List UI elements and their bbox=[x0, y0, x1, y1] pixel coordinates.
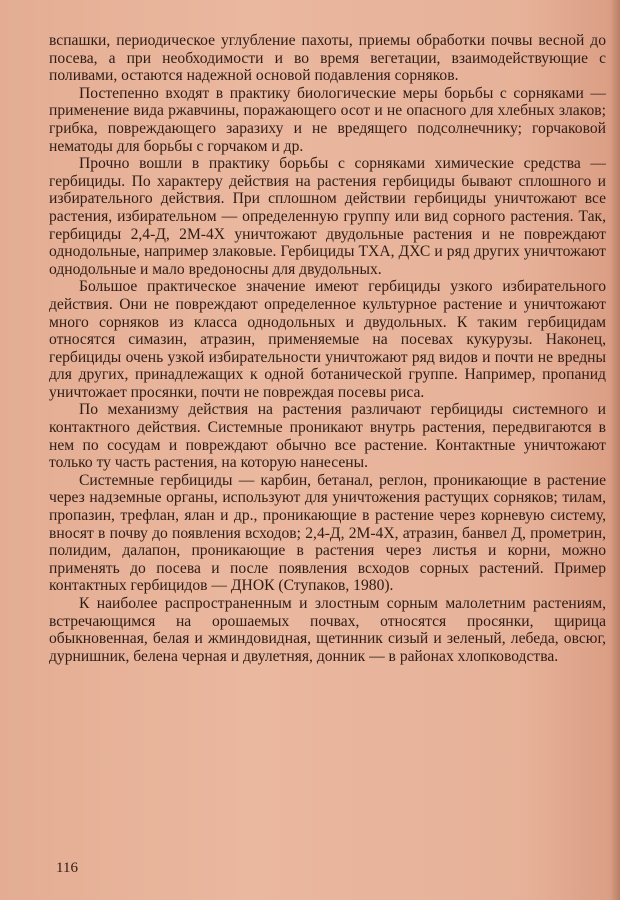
paragraph-continuation: вспашки, периодическое углубление пахоты, приемы обработки почвы весной до посева, а при необходимости и во время вегетации, взаимодействующие с поливами, остаются надежной основой подавления сорняков. bbox=[49, 32, 606, 85]
page-edge-shadow bbox=[610, 0, 620, 900]
paragraph-mechanism: По механизму действия на растения различают гербициды системного и контактного действия. Системные проникают внутрь растения, передвигаются в нем по сосудам и повреждают обычно все растение. Контактные уничтожают только ту часть растения, на которую нанесены. bbox=[49, 401, 606, 472]
paragraph-biological-control: Постепенно входят в практику биологические меры борьбы с сорняками — применение вида ржавчины, поражающего осот и не опасного для хлебных злаков; грибка, повреждающего заразиху и не вредящего подсолнечнику; горчаковой нематоды для борьбы с горчаком и др. bbox=[49, 84, 606, 155]
paragraph-herbicides-intro: Прочно вошли в практику борьбы с сорняками химические средства — гербициды. По характеру действия на растения гербициды бывают сплошного и избирательного действия. При сплошном действии гербициды уничтожают все растения, избирательном — определенную группу или вид сорного растения. Так, гербициды 2,4-Д, 2М-4Х уничтожают двудольные растения и не повреждают однодольные, например злаковые. Гербициды ТХА, ДХС и ряд других уничтожают однодольные и мало вредоносны для двудольных. bbox=[49, 155, 606, 278]
paragraph-systemic-herbicides: Системные гербициды — карбин, бетанал, реглон, проникающие в растение через надземные органы, используют для уничтожения растущих сорняков; тилам, пропазин, трефлан, ялан и др., проникающие в растение через корневую систему, вносят в почву до появления всходов; 2,4-Д, 2М-4Х, атразин, банвел Д, прометрин, полидим, далапон, проникающие в растения через листья и корни, можно применять до посева и после появления всходов сорных растений. Пример контактных гербицидов — ДНОК (Ступаков, 1980). bbox=[49, 471, 606, 595]
paragraph-common-weeds: К наиболее распространенным и злостным сорным малолетним растениям, встречающимся на орошаемых почвах, относятся просянки, щирица обыкновенная, белая и жминдовидная, щетинник сизый и зеленый, лебеда, овсюг, дурнишник, белена черная и двулетняя, донник — в районах хлопководства. bbox=[49, 595, 606, 665]
body-text bbox=[49, 32, 606, 665]
paragraph-narrow-selectivity: Большое практическое значение имеют гербициды узкого избирательного действия. Они не повреждают определенное культурное растение и уничтожают много сорняков из класса однодольных и двудольных. К таким гербицидам относятся симазин, атразин, применяемые на посевах кукурузы. Наконец, гербициды очень узкой избирательности уничтожают ряд видов и почти не вредны для других, принадлежащих к одной ботанической группе. Например, пропанид уничтожает просянки, почти не повреждая посевы риса. bbox=[49, 278, 606, 401]
page-number: 116 bbox=[56, 860, 78, 876]
